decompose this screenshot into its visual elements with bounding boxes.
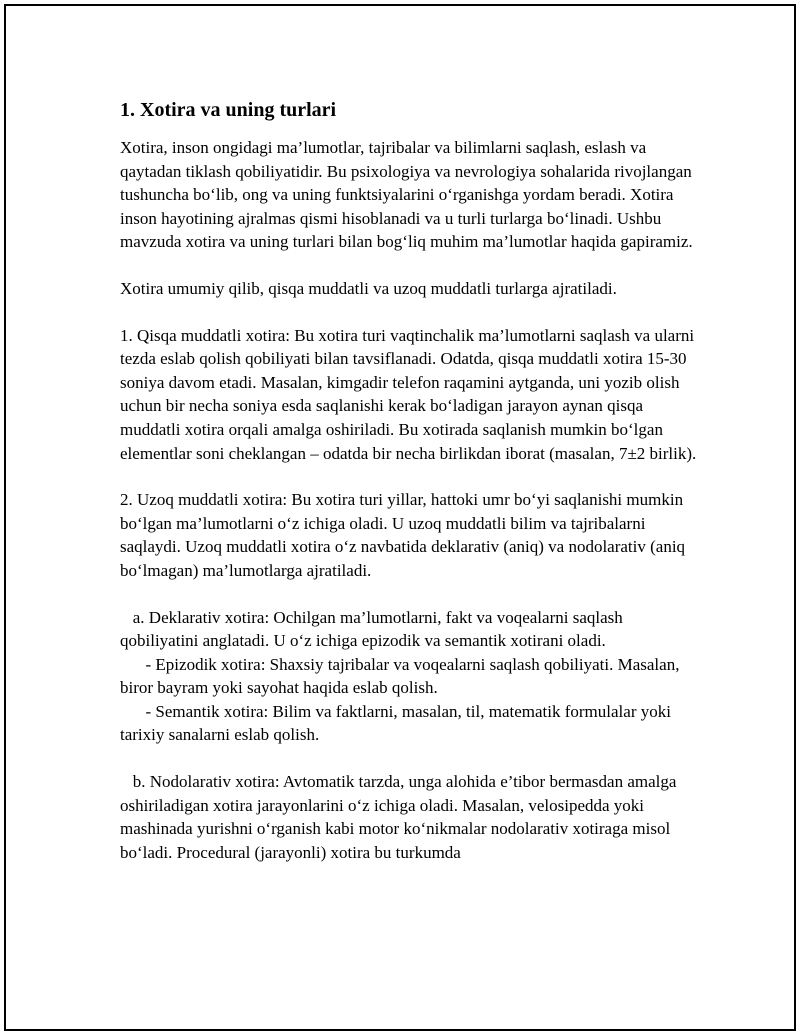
short-term-memory-paragraph: 1. Qisqa muddatli xotira: Bu xotira turi vaqtinchalik ma’lumotlarni saqlash va ularni tezda eslab qolish qobiliyati bilan tavsiflanadi. Odatda, qisqa muddatli xotira 15-30 soniya davom etadi. Masalan, kimgadir telefon raqamini aytganda, uni yozib olish uchun bir necha soniya esda saqlanishi kerak bo‘ladigan jarayon aynan qisqa muddatli xotira orqali amalga oshiriladi. Bu xotirada saqlanish mumkin bo‘lgan elementlar soni cheklangan – odatda bir necha birlikdan iborat (masalan, 7±2 birlik). [120, 325, 699, 463]
long-term-memory-paragraph: 2. Uzoq muddatli xotira: Bu xotira turi yillar, hattoki umr bo‘yi saqlanishi mumkin bo‘lgan ma’lumotlarni o‘z ichiga oladi. U uzoq muddatli bilim va tajribalarni saqlaydi. Uzoq muddatli xotira o‘z navbatida deklarativ (aniq) va nodolarativ (aniq bo‘lmagan) ma’lumotlarga ajratiladi. [120, 490, 690, 580]
intro-paragraph: Xotira, inson ongidagi ma’lumotlar, tajribalar va bilimlarni saqlash, eslash va qaytadan tiklash qobiliyatidir. Bu psixologiya va nevrologiya sohalarida rivojlangan tushuncha bo‘lib, ong va uning funktsiyalarini o‘rganishga yordam beradi. Xotira inson hayotining ajralmas qismi hisoblanadi va u turli turlarga bo‘linadi. Ushbu mavzuda xotira va uning turlari bilan bog‘liq muhim ma’lumotlar haqida gapiramiz. [120, 138, 696, 252]
general-classification-paragraph: Xotira umumiy qilib, qisqa muddatli va uzoq muddatli turlarga ajratiladi. [120, 278, 617, 298]
episodic-memory-item: - Epizodik xotira: Shaxsiy tajribalar va voqealarni saqlash qobiliyati. Masalan, biror bayram yoki sayohat haqida eslab qolish. [120, 654, 684, 698]
document-body [120, 97, 700, 864]
semantic-memory-item: - Semantik xotira: Bilim va faktlarni, masalan, til, matematik formulalar yoki tarixiy sanalarni eslab qolish. [120, 701, 676, 745]
nondeclarative-memory-paragraph: b. Nodolarativ xotira: Avtomatik tarzda, unga alohida e’tibor bermasdan amalga oshiriladigan xotira jarayonlarini o‘z ichiga oladi. Masalan, velosipedda yoki mashinada yurishni o‘rganish kabi motor ko‘nikmalar nodolarativ xotiraga misol bo‘ladi. Procedural (jarayonli) xotira bu turkumda [120, 772, 681, 862]
declarative-memory-paragraph: a. Deklarativ xotira: Ochilgan ma’lumotlarni, fakt va voqealarni saqlash qobiliyatini anglatadi. U o‘z ichiga epizodik va semantik xotirani oladi. [120, 607, 627, 651]
section-heading: 1. Xotira va uning turlari [120, 99, 337, 121]
document-page [4, 4, 796, 1031]
